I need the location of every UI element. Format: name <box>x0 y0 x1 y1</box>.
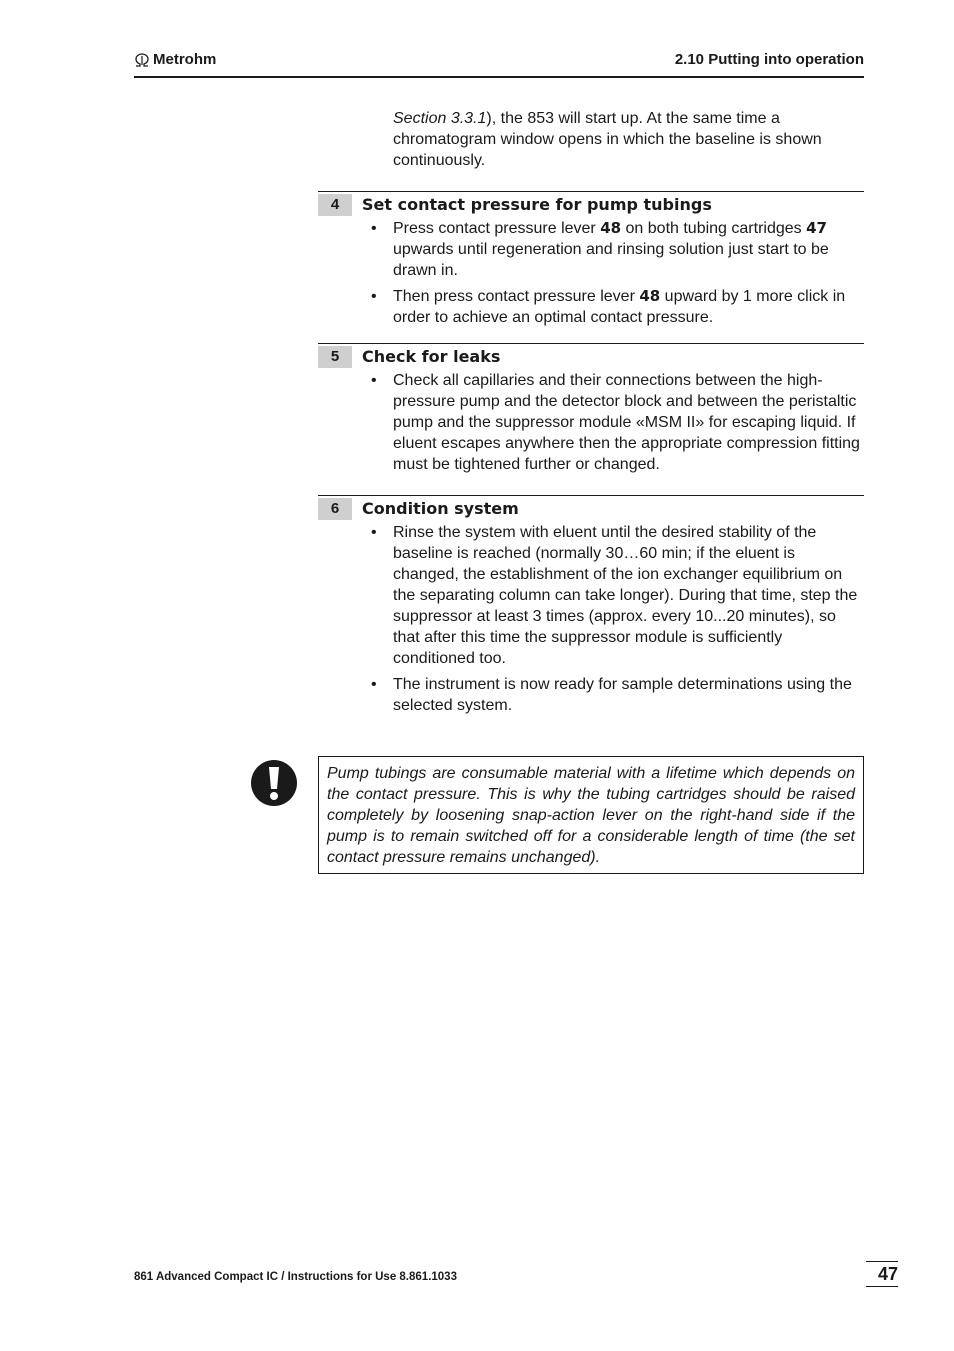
bullet-text: Then press contact pressure lever <box>393 288 640 305</box>
footer-text: 861 Advanced Compact IC / Instructions for Use 8.861.1033 <box>134 1271 457 1283</box>
step-bullets <box>368 522 864 721</box>
bullet-text: on both tubing cartridges <box>621 220 807 237</box>
section-title: 2.10 Putting into operation <box>674 51 864 68</box>
section-reference: Section 3.3.1 <box>393 110 487 127</box>
page-header <box>134 48 864 78</box>
step-title: Set contact pressure for pump tubings <box>362 195 712 214</box>
step-number: 4 <box>318 194 352 216</box>
omega-logo-icon <box>134 53 150 67</box>
list-item <box>368 218 864 281</box>
step-5 <box>318 343 864 486</box>
step-6 <box>318 495 864 726</box>
intro-paragraph <box>393 108 863 171</box>
exclamation-icon <box>250 758 298 813</box>
lever-ref: 48 <box>639 287 661 305</box>
step-title: Condition system <box>362 499 519 518</box>
page-number: 47 <box>866 1261 898 1287</box>
lever-ref: 48 <box>600 219 622 237</box>
step-bullets <box>368 218 864 333</box>
step-bullets <box>368 370 864 480</box>
logo-text: Metrohm <box>153 51 217 68</box>
bullet-text: Press contact pressure lever <box>393 220 601 237</box>
list-item: • The instrument is now ready for sample determinations using the selected system. <box>368 674 864 716</box>
step-4 <box>318 191 864 334</box>
brand-logo <box>134 51 216 68</box>
note-text: Pump tubings are consumable material with a lifetime which depends on the contact pressure. This is why the tubing cartridges should be raised completely by loosening snap-action lever on the right-hand side if the pump is to remain switched off for a considerable length of time (the set contact pressure remains unchanged). <box>327 765 855 866</box>
list-item: • Check all capillaries and their connections between the high-pressure pump and the detector block and between the peristaltic pump and the suppressor module «MSM II» for escaping liquid. If eluent escapes anywhere then the appropriate compression fitting must be tightened further or changed. <box>368 370 864 475</box>
intro-text: ), the 853 will start up. At the same time a chromatogram window opens in which the baseline is shown continuously. <box>393 110 822 169</box>
list-item: • Rinse the system with eluent until the desired stability of the baseline is reached (normally 30…60 min; if the eluent is changed, the establishment of the ion exchanger equilibrium on the separating column can take longer). During that time, step the suppressor at least 3 times (approx. every 10...20 minutes), so that after this time the suppressor module is sufficiently conditioned too. <box>368 522 864 669</box>
cartridge-ref: 47 <box>806 219 827 237</box>
note-box <box>318 756 864 874</box>
bullet-text: upward by 1 more click in order to achieve an optimal contact pressure. <box>393 288 846 326</box>
step-number: 6 <box>318 498 352 520</box>
step-title: Check for leaks <box>362 347 501 366</box>
step-number: 5 <box>318 346 352 368</box>
bullet-text: upwards until regeneration and rinsing solution just start to be drawn in. <box>393 241 829 279</box>
list-item <box>368 286 864 328</box>
